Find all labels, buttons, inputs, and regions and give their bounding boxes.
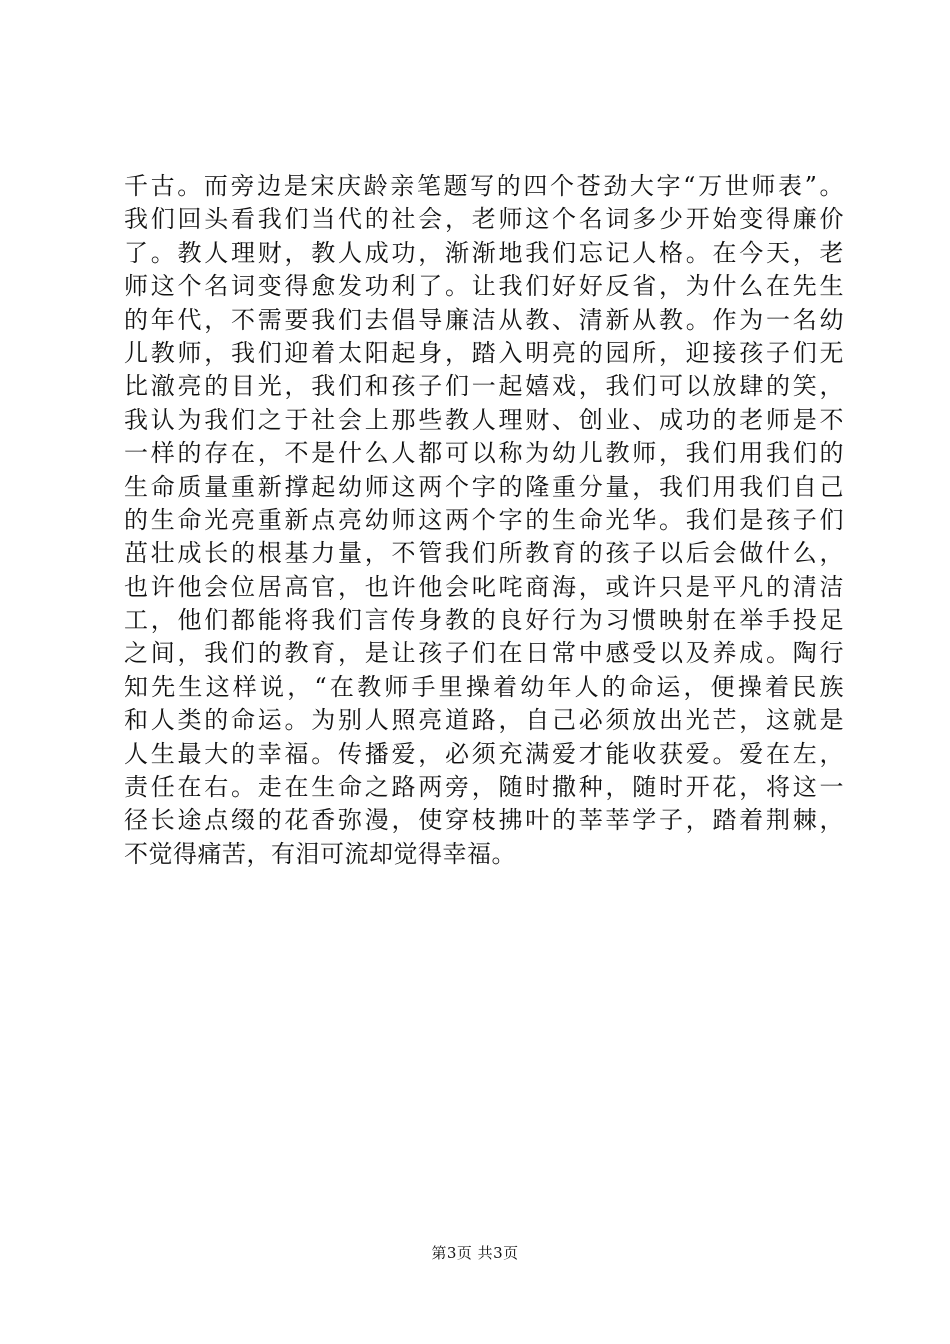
text-line-2: 我们回头看我们当代的社会，老师这个名词多少开始变得廉价 (124, 205, 844, 234)
text-line-1: 千古。而旁边是宋庆龄亲笔题写的四个苍劲大字“万世师表”。 (124, 172, 844, 200)
text-line-11: 的生命光亮重新点亮幼师这两个字的生命光华。我们是孩子们 (124, 505, 844, 534)
body-text (124, 170, 844, 871)
text-line-20: 径长途点缀的花香弥漫，使穿枝拂叶的莘莘学子，踏着荆棘， (124, 806, 844, 835)
page-number: 第3页 共3页 (431, 1244, 519, 1262)
text-line-8: 我认为我们之于社会上那些教人理财、创业、成功的老师是不 (124, 405, 844, 434)
text-line-16: 知先生这样说，“在教师手里操着幼年人的命运，便操着民族 (124, 672, 844, 701)
text-line-12: 茁壮成长的根基力量，不管我们所教育的孩子以后会做什么， (124, 539, 844, 568)
text-line-6: 儿教师，我们迎着太阳起身，踏入明亮的园所，迎接孩子们无 (124, 338, 844, 367)
text-line-5: 的年代，不需要我们去倡导廉洁从教、清新从教。作为一名幼 (124, 305, 844, 334)
text-line-9: 一样的存在，不是什么人都可以称为幼儿教师，我们用我们的 (124, 439, 844, 468)
text-line-18: 人生最大的幸福。传播爱，必须充满爱才能收获爱。爱在左， (124, 739, 844, 768)
text-line-19: 责任在右。走在生命之路两旁，随时撒种，随时开花，将这一 (124, 773, 844, 802)
text-line-13: 也许他会位居高官，也许他会叱咤商海，或许只是平凡的清洁 (124, 572, 844, 601)
text-line-4: 师这个名词变得愈发功利了。让我们好好反省，为什么在先生 (124, 272, 844, 301)
page-footer (0, 1243, 950, 1263)
text-line-15: 之间，我们的教育，是让孩子们在日常中感受以及养成。陶行 (124, 639, 844, 668)
text-line-14: 工，他们都能将我们言传身教的良好行为习惯映射在举手投足 (124, 606, 844, 635)
text-line-21: 不觉得痛苦，有泪可流却觉得幸福。 (124, 839, 516, 868)
text-line-3: 了。教人理财，教人成功，渐渐地我们忘记人格。在今天，老 (124, 238, 844, 267)
text-line-7: 比澈亮的目光，我们和孩子们一起嬉戏，我们可以放肆的笑， (124, 372, 844, 401)
text-line-10: 生命质量重新撑起幼师这两个字的隆重分量，我们用我们自己 (124, 472, 844, 501)
text-line-17: 和人类的命运。为别人照亮道路，自己必须放出光芒，这就是 (124, 706, 844, 735)
